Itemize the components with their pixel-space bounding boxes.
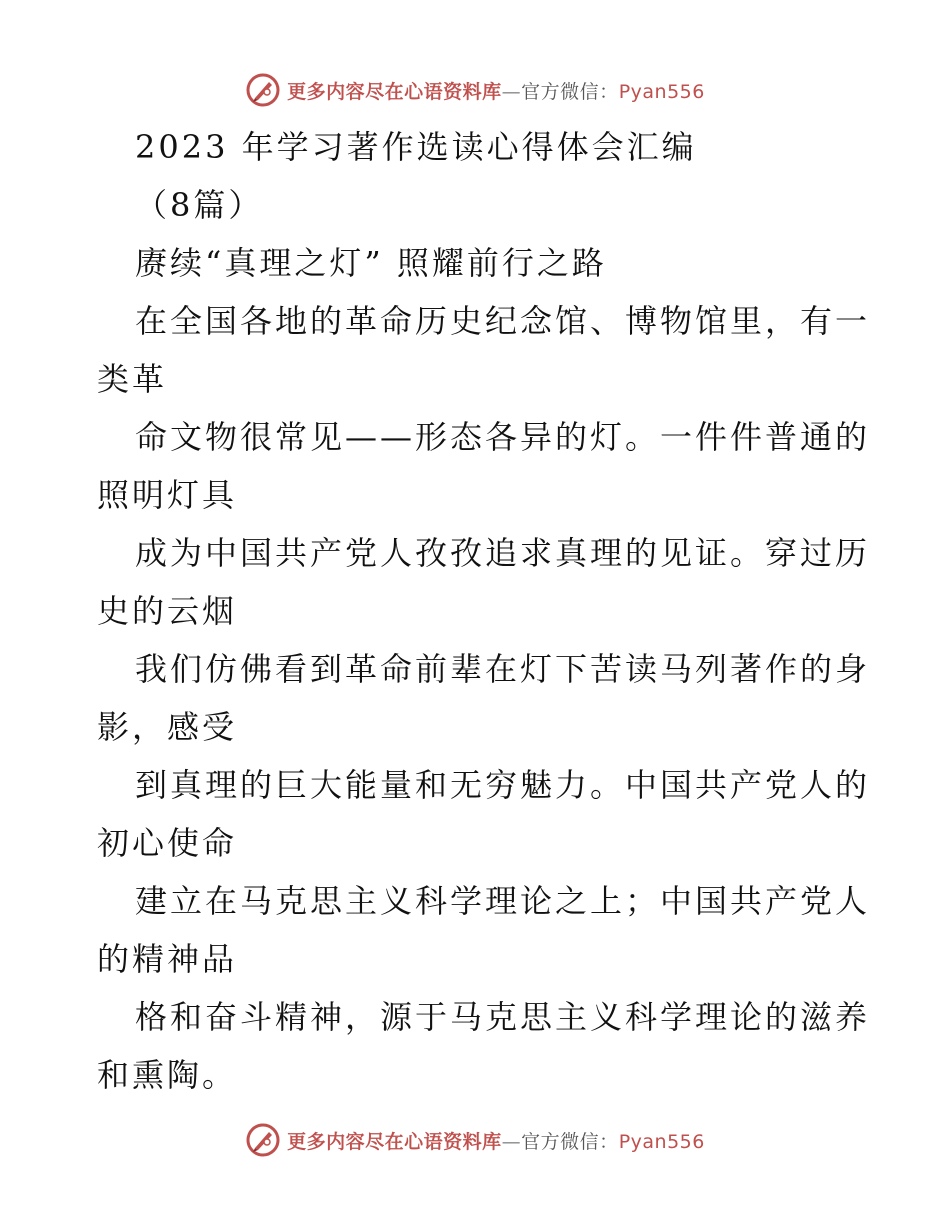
paragraph-line: 的精神品 — [97, 940, 238, 978]
watermark-site: 更多内容尽在心语资料库 — [287, 80, 502, 103]
pen-logo-icon — [245, 72, 281, 108]
document-body — [97, 118, 871, 1104]
paragraph-line: 初心使命 — [97, 824, 238, 862]
paragraph-line: 成为中国共产党人孜孜追求真理的见证。穿过历 — [135, 534, 871, 572]
pen-logo-icon — [245, 1122, 281, 1158]
paragraph-line: 格和奋斗精神，源于马克思主义科学理论的滋养 — [135, 998, 871, 1036]
paragraph-line: 类革 — [97, 360, 168, 398]
document-title-line-1: 2023 年学习著作选读心得体会汇编 — [135, 128, 697, 166]
watermark-label: 官方微信： — [521, 1130, 619, 1153]
watermark-separator: — — [501, 80, 522, 103]
watermark-label: 官方微信： — [521, 80, 619, 103]
watermark-wechat-id: Pyan556 — [618, 1130, 705, 1153]
watermark-wechat-id: Pyan556 — [618, 80, 705, 103]
paragraph-line: 史的云烟 — [97, 592, 238, 630]
paragraph-line: 照明灯具 — [97, 476, 238, 514]
paragraph-line: 建立在马克思主义科学理论之上；中国共产党人 — [135, 882, 871, 920]
watermark-separator: — — [501, 1130, 522, 1153]
footer-watermark — [0, 1120, 950, 1160]
document-title-line-2: （8篇） — [135, 186, 264, 224]
paragraph-line: 我们仿佛看到革命前辈在灯下苦读马列著作的身 — [135, 650, 871, 688]
paragraph-line: 到真理的巨大能量和无穷魅力。中国共产党人的 — [135, 766, 871, 804]
header-watermark — [0, 70, 950, 110]
paragraph-line: 影，感受 — [97, 708, 238, 746]
paragraph-line: 命文物很常见——形态各异的灯。一件件普通的 — [135, 418, 871, 456]
watermark-text — [287, 1127, 705, 1154]
paragraph-line: 和熏陶。 — [97, 1056, 238, 1094]
watermark-text — [287, 77, 705, 104]
paragraph-line: 在全国各地的革命历史纪念馆、博物馆里，有一 — [135, 302, 871, 340]
document-subtitle: 赓续“真理之灯” 照耀前行之路 — [135, 244, 607, 282]
watermark-site: 更多内容尽在心语资料库 — [287, 1130, 502, 1153]
